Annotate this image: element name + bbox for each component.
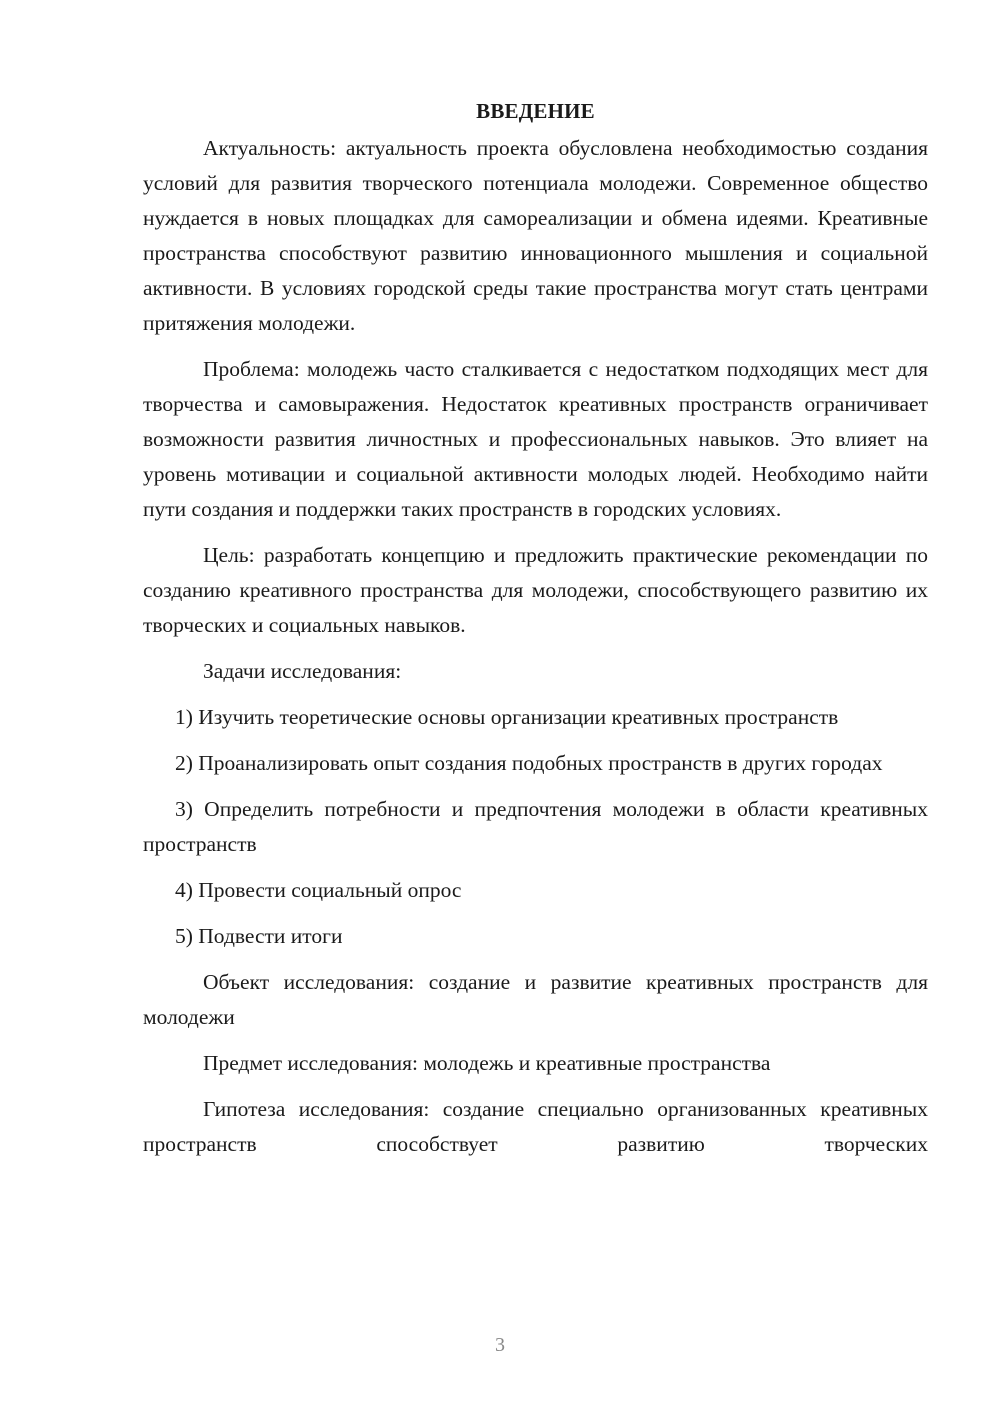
paragraph-object: Объект исследования: создание и развитие креативных пространств для молодежи: [143, 970, 928, 1029]
task-item-5: 5) Подвести итоги: [175, 924, 343, 948]
task-item-3: 3) Определить потребности и предпочтения молодежи в области креативных пространств: [143, 797, 928, 856]
section-heading: ВВЕДЕНИЕ: [476, 99, 595, 123]
task-item-4: 4) Провести социальный опрос: [175, 878, 462, 902]
page-content: [143, 95, 928, 1173]
task-item-1: 1) Изучить теоретические основы организации креативных пространств: [175, 705, 839, 729]
paragraph-goal: Цель: разработать концепцию и предложить практические рекомендации по созданию креативного пространства для молодежи, способствующего развитию их творческих и социальных навыков.: [143, 543, 928, 637]
paragraph-tasks-intro: Задачи исследования:: [203, 659, 402, 683]
paragraph-subject: Предмет исследования: молодежь и креативные пространства: [203, 1051, 771, 1075]
page-number: 3: [495, 1334, 505, 1356]
paragraph-hypothesis: Гипотеза исследования: создание специально организованных креативных пространств способствует развитию творческих: [143, 1097, 928, 1156]
paragraph-relevance: Актуальность: актуальность проекта обусловлена необходимостью создания условий для развития творческого потенциала молодежи. Современное общество нуждается в новых площадках для самореализации и обмена идеями. Креативные пространства способствуют развитию инновационного мышления и социальной активности. В условиях городской среды такие пространства могут стать центрами притяжения молодежи.: [143, 136, 928, 335]
task-item-2: 2) Проанализировать опыт создания подобных пространств в других городах: [175, 751, 883, 775]
paragraph-problem: Проблема: молодежь часто сталкивается с недостатком подходящих мест для творчества и самовыражения. Недостаток креативных пространств ограничивает возможности развития личностных и профессиональных навыков. Это влияет на уровень мотивации и социальной активности молодых людей. Необходимо найти пути создания и поддержки таких пространств в городских условиях.: [143, 357, 928, 521]
